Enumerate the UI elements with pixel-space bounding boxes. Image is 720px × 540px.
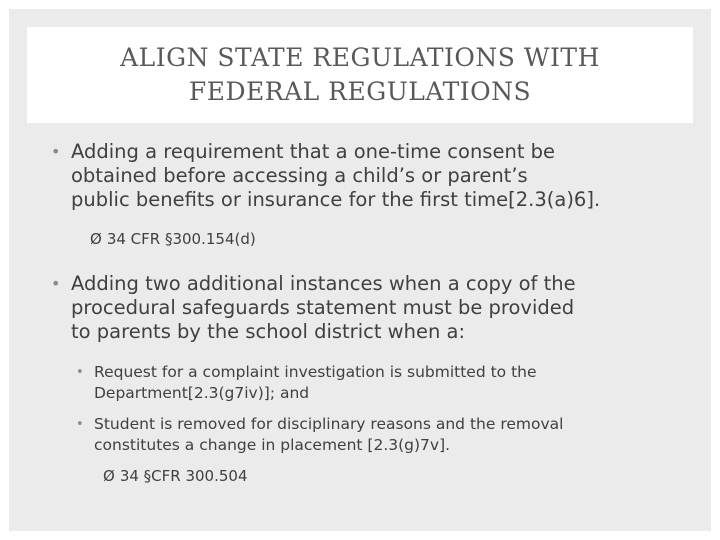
citation-text: 34 CFR §300.154(d) xyxy=(106,230,256,248)
bullet-line: procedural safeguards statement must be provided xyxy=(71,296,575,319)
sub-bullet-line: constitutes a change in placement [2.3(g)7v]. xyxy=(94,436,451,454)
citation-item-cfr-300-154 xyxy=(90,229,256,249)
bullet-item-procedural-safeguards xyxy=(51,272,699,344)
bullet-line: obtained before accessing a child’s or parent’s xyxy=(71,164,528,187)
bullet-line: Adding two additional instances when a copy of the xyxy=(71,272,576,295)
bullet-icon: • xyxy=(51,274,61,293)
sub-bullet-icon: • xyxy=(76,417,84,432)
bullet-line: to parents by the school district when a: xyxy=(71,320,466,343)
sub-bullet-complaint xyxy=(76,362,696,404)
sub-bullet-line: Request for a complaint investigation is submitted to the xyxy=(94,363,537,381)
sub-bullet-text xyxy=(94,362,696,404)
page-title-line-2: FEDERAL REGULATIONS xyxy=(188,77,532,106)
bullet-icon: • xyxy=(51,142,61,161)
arrow-bullet-icon: Ø xyxy=(103,467,115,485)
citation-item-cfr-300-504 xyxy=(103,466,248,486)
bullet-text xyxy=(71,140,699,212)
sub-bullet-line: Student is removed for disciplinary reasons and the removal xyxy=(94,415,564,433)
arrow-bullet-icon: Ø xyxy=(90,230,102,248)
page-title-line-1: ALIGN STATE REGULATIONS WITH xyxy=(120,43,600,72)
bullet-line: Adding a requirement that a one-time consent be xyxy=(71,140,556,163)
sub-bullet-disciplinary xyxy=(76,414,696,456)
bullet-text xyxy=(71,272,699,344)
bullet-line: public benefits or insurance for the first time[2.3(a)6]. xyxy=(71,188,601,211)
sub-bullet-text xyxy=(94,414,696,456)
sub-bullet-line: Department[2.3(g7iv)]; and xyxy=(94,384,310,402)
citation-text: 34 §CFR 300.504 xyxy=(119,467,248,485)
sub-bullet-icon: • xyxy=(76,365,84,380)
bullet-item-consent xyxy=(51,140,699,212)
